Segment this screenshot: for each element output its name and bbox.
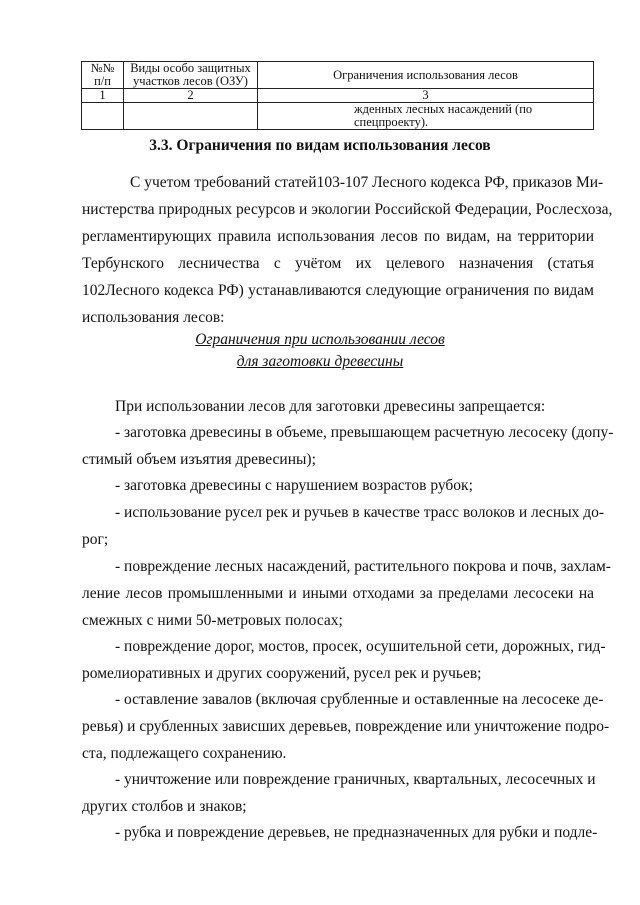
list-item-line: ление лесов промышленными и иными отходами за пределами лесосеки на (82, 585, 594, 602)
table-cell-restriction-text: жденных лесных насаждений (по спецпроекту). (258, 103, 594, 130)
intro-line: 102Лесного кодекса РФ) устанавливаются следующие ограничения по видам (82, 282, 594, 299)
table-number-row (82, 89, 594, 103)
list-item-line: - повреждение лесных насаждений, растительного покрова и почв, захлам- (115, 558, 611, 575)
list-item-line: смежных с ними 50-метровых полосах; (82, 612, 343, 629)
subsection-subtitle: для заготовки древесины (236, 353, 404, 370)
section-title: 3.3. Ограничения по видам использования лесов (149, 137, 491, 154)
list-item-line: - заготовка древесины в объеме, превышающем расчетную лесосеку (допу- (115, 424, 614, 441)
list-item-line: рог; (82, 531, 109, 548)
list-item-line: - использование русел рек и ручьев в качестве трасс волоков и лесных до- (115, 504, 605, 521)
list-item-line: - рубка и повреждение деревьев, не предназначенных для рубки и подле- (115, 824, 598, 841)
table-header-row (82, 62, 594, 89)
intro-line: Тербунского лесничества с учётом их целевого назначения (статья (82, 255, 594, 272)
list-item-line: - оставление завалов (включая срубленные и оставленные на лесосеке де- (115, 691, 604, 708)
list-item-line: ромелиоративных и других сооружений, русел рек и ручьев; (82, 665, 482, 682)
list-item-line: - повреждение дорог, мостов, просек, осушительной сети, дорожных, гид- (115, 638, 606, 655)
header-cell-restrictions: Ограничения использования лесов (258, 62, 594, 89)
forest-restrictions-table (81, 61, 594, 130)
prohibition-lead: При использовании лесов для заготовки древесины запрещается: (115, 398, 546, 415)
table-row (82, 103, 594, 130)
list-item-line: стимый объем изъятия древесины); (82, 451, 316, 468)
intro-line: С учетом требований статей103-107 Лесного кодекса РФ, приказов Ми- (130, 174, 604, 191)
header-cell-ozu-types (124, 62, 258, 89)
list-item-line: - уничтожение или повреждение граничных, квартальных, лесосечных и (115, 771, 596, 788)
header-number-line1: №№ (90, 61, 115, 75)
list-item-line: ста, подлежащего сохранению. (82, 745, 287, 762)
list-item-line: - заготовка древесины с нарушением возрастов рубок; (115, 477, 473, 494)
header-number-line2: п/п (94, 74, 111, 88)
header-cell-number (82, 62, 124, 89)
intro-line: нистерства природных ресурсов и экологии Российской Федерации, Рослесхоза, (82, 201, 613, 218)
column-number-2: 2 (124, 89, 258, 103)
column-number-1: 1 (82, 89, 124, 103)
table-cell (124, 103, 258, 130)
table-cell (82, 103, 124, 130)
header-ozu-line1: Виды особо защитных (130, 61, 251, 75)
intro-line: использования лесов: (82, 309, 225, 326)
subsection-subtitle: Ограничения при использовании лесов (195, 331, 445, 348)
list-item-line: других столбов и знаков; (82, 798, 247, 815)
list-item-line: ревья) и срубленных зависших деревьев, повреждение или уничтожение подро- (82, 718, 610, 735)
intro-line: регламентирующих правила использования лесов по видам, на территории (82, 228, 594, 245)
header-ozu-line2: участков лесов (ОЗУ) (133, 74, 248, 88)
column-number-3: 3 (258, 89, 594, 103)
